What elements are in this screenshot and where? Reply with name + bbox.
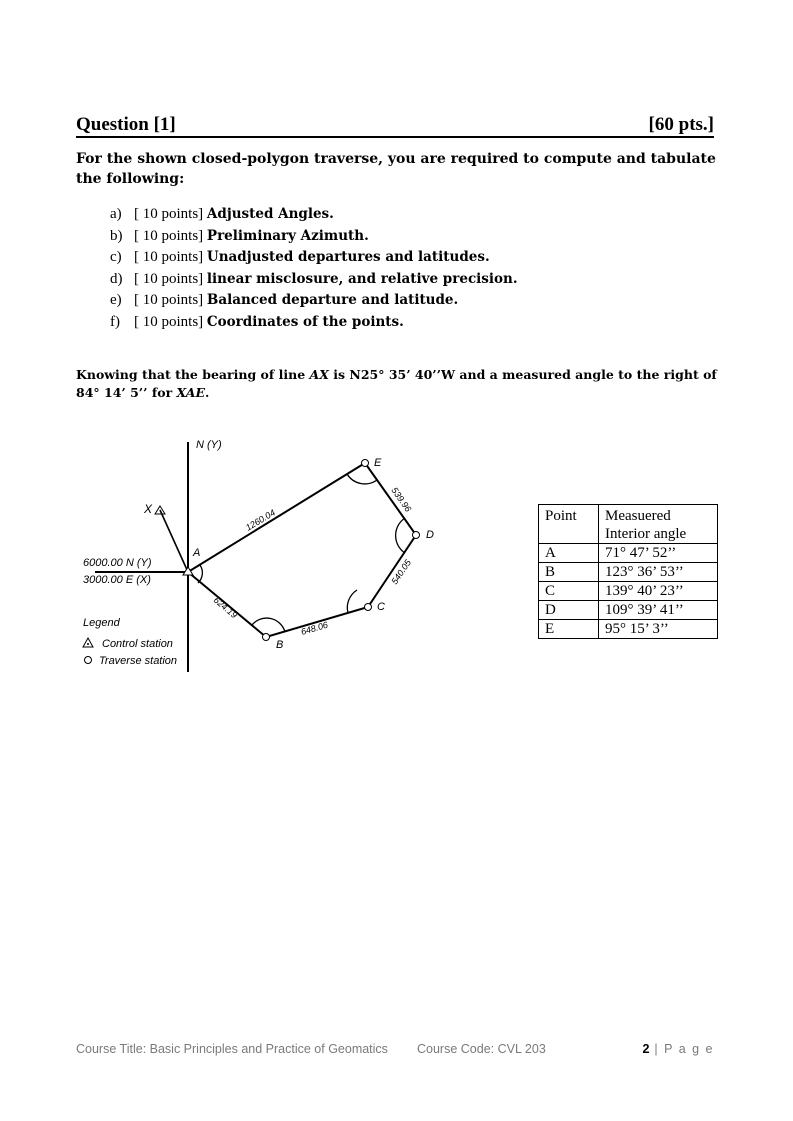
task-points: [ 10 points] (134, 292, 204, 308)
list-item (110, 312, 518, 334)
task-text: linear misclosure, and relative precision. (206, 270, 518, 287)
distance-dc: 540.05 (389, 557, 414, 587)
point-e-label: E (374, 457, 382, 469)
given-text-2: is N25° 35’ 40’’W and a measured angle to the right of 84° 14’ 5’’ for (76, 367, 717, 400)
course-code: Course Code: CVL 203 (417, 1042, 546, 1056)
table-row (539, 544, 718, 563)
task-marker: f) (110, 313, 120, 330)
point-cell: C (539, 582, 599, 601)
task-points: [ 10 points] (134, 313, 204, 330)
distance-ba: 624.19 (211, 594, 240, 621)
point-d-label: D (426, 529, 434, 541)
list-item (110, 290, 518, 312)
page-label: | P a g e (654, 1042, 714, 1056)
task-marker: b) (110, 227, 123, 244)
task-text: Unadjusted departures and latitudes. (206, 249, 490, 265)
task-points: [ 10 points] (134, 227, 204, 244)
list-item (110, 247, 518, 269)
task-text: Adjusted Angles. (206, 206, 334, 222)
table-row (539, 601, 718, 620)
traverse-station-b-icon (263, 634, 270, 641)
task-points: [ 10 points] (134, 206, 204, 222)
point-c-label: C (377, 601, 385, 613)
page-number: 2 (642, 1042, 650, 1056)
coord-north: 6000.00 N (Y) (83, 557, 152, 569)
legend-control-dot (87, 643, 89, 645)
traverse-station-c-icon (365, 604, 372, 611)
task-points: [ 10 points] (134, 249, 204, 265)
given-data (76, 366, 726, 402)
angle-cell: 109° 39’ 41’’ (599, 601, 718, 620)
distance-ae: 1260.04 (243, 507, 277, 533)
point-b-label: B (276, 639, 284, 651)
angle-cell: 71° 47’ 52’’ (599, 544, 718, 563)
angle-arc-c (347, 590, 357, 613)
legend-traverse-label: Traverse station (99, 655, 178, 667)
distance-cb: 648.06 (299, 619, 330, 637)
angle-cell: 123° 36’ 53’’ (599, 563, 718, 582)
list-item (110, 226, 518, 248)
angle-arc-e (347, 474, 377, 484)
point-x-label: X (144, 502, 153, 516)
legend-control-icon (83, 638, 93, 647)
point-cell: E (539, 620, 599, 639)
given-line-name: AX (309, 367, 329, 382)
question-intro: For the shown closed-polygon traverse, you are required to compute and tabulate the following: (76, 151, 716, 187)
task-text: Coordinates of the points. (206, 313, 404, 330)
task-list (110, 204, 518, 333)
given-text-3: . (205, 385, 210, 400)
question-points: [60 pts.] (648, 114, 714, 135)
task-marker: d) (110, 270, 123, 287)
given-angle-name: XAE (176, 385, 205, 400)
legend-title: Legend (83, 617, 120, 629)
table-row (539, 582, 718, 601)
traverse-station-d-icon (413, 532, 420, 539)
task-text: Preliminary Azimuth. (206, 227, 369, 244)
column-header: Measuered Interior angle (599, 505, 718, 544)
task-marker: e) (110, 292, 122, 308)
angle-cell: 95° 15’ 3’’ (599, 620, 718, 639)
angle-table (538, 504, 718, 639)
task-marker: a) (110, 206, 122, 222)
question-title: Question [1] (76, 114, 176, 135)
course-title: Course Title: Basic Principles and Practice of Geomatics (76, 1042, 388, 1056)
line-ax (160, 510, 188, 572)
list-item (110, 269, 518, 291)
traverse-station-e-icon (362, 460, 369, 467)
traverse-diagram (0, 430, 450, 680)
given-text-1: Knowing that the bearing of line (76, 367, 310, 382)
page-indicator (642, 1042, 714, 1056)
task-points: [ 10 points] (134, 270, 204, 287)
distance-ed: 539.96 (389, 485, 414, 514)
point-cell: A (539, 544, 599, 563)
table-header-row (539, 505, 718, 544)
coord-east: 3000.00 E (X) (83, 574, 151, 586)
point-cell: D (539, 601, 599, 620)
task-marker: c) (110, 249, 122, 265)
question-heading (76, 114, 714, 138)
angle-cell: 139° 40’ 23’’ (599, 582, 718, 601)
column-header: Point (539, 505, 599, 544)
legend-traverse-icon (85, 657, 92, 664)
task-text: Balanced departure and latitude. (206, 292, 459, 308)
table-row (539, 563, 718, 582)
north-label: N (Y) (196, 439, 222, 451)
angle-arc-d (396, 518, 405, 553)
point-cell: B (539, 563, 599, 582)
table-row (539, 620, 718, 639)
list-item (110, 204, 518, 226)
point-a-label: A (193, 547, 201, 559)
legend-control-label: Control station (102, 638, 173, 650)
